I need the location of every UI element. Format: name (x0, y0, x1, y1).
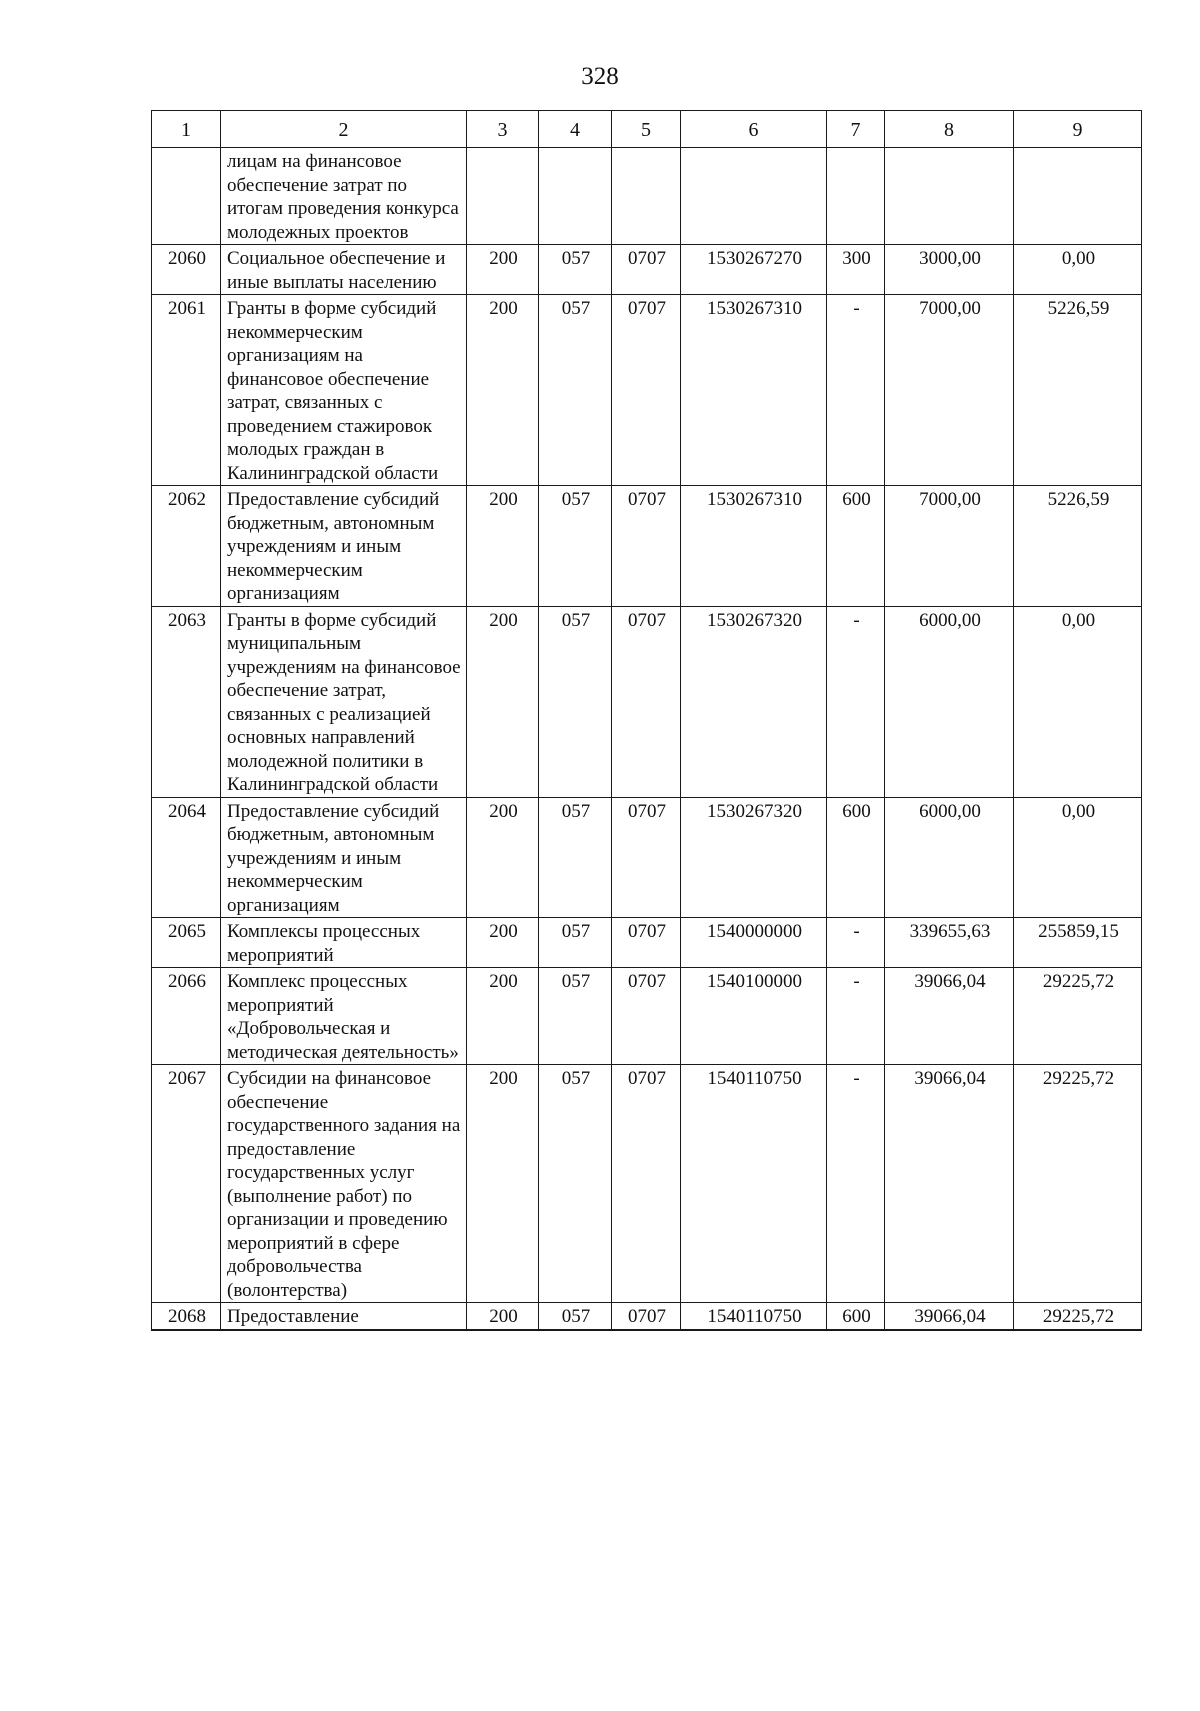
table-row (152, 797, 1142, 918)
cell-col8: 39066,04 (885, 1065, 1014, 1303)
cell-col7: 300 (827, 245, 885, 295)
cell-col7: - (827, 606, 885, 797)
row-number: 2066 (152, 968, 221, 1065)
cell-col9: 5226,59 (1014, 486, 1142, 607)
cell-col5: 0707 (612, 797, 681, 918)
row-number: 2064 (152, 797, 221, 918)
cell-col9 (1014, 148, 1142, 245)
cell-col5: 0707 (612, 918, 681, 968)
cell-col3: 200 (467, 486, 539, 607)
row-name: Предоставление субсидий бюджетным, автономным учреждениям и иным некоммерческим организациям (221, 486, 467, 607)
cell-col4: 057 (539, 1065, 612, 1303)
cell-col6: 1530267320 (681, 606, 827, 797)
cell-col7: 600 (827, 1303, 885, 1330)
cell-col9: 0,00 (1014, 606, 1142, 797)
row-name: Комплекс процессных мероприятий «Добровольческая и методическая деятельность» (221, 968, 467, 1065)
cell-col4: 057 (539, 295, 612, 486)
cell-col6: 1540100000 (681, 968, 827, 1065)
budget-table (151, 110, 1142, 1331)
column-header-4: 4 (539, 111, 612, 148)
cell-col3: 200 (467, 968, 539, 1065)
column-header-8: 8 (885, 111, 1014, 148)
cell-col6: 1540000000 (681, 918, 827, 968)
cell-col9: 29225,72 (1014, 1065, 1142, 1303)
row-number: 2068 (152, 1303, 221, 1330)
cell-col3: 200 (467, 606, 539, 797)
table-row (152, 918, 1142, 968)
cell-col7: - (827, 1065, 885, 1303)
cell-col7: - (827, 918, 885, 968)
column-header-3: 3 (467, 111, 539, 148)
cell-col8: 6000,00 (885, 797, 1014, 918)
cell-col8: 39066,04 (885, 968, 1014, 1065)
cell-col6: 1530267310 (681, 486, 827, 607)
cell-col9: 5226,59 (1014, 295, 1142, 486)
cell-col5: 0707 (612, 968, 681, 1065)
cell-col6: 1530267320 (681, 797, 827, 918)
cell-col4 (539, 148, 612, 245)
cell-col4: 057 (539, 797, 612, 918)
row-number: 2062 (152, 486, 221, 607)
table-row (152, 1303, 1142, 1330)
cell-col6: 1540110750 (681, 1065, 827, 1303)
table-row (152, 295, 1142, 486)
table-row (152, 245, 1142, 295)
cell-col7 (827, 148, 885, 245)
cell-col9: 29225,72 (1014, 968, 1142, 1065)
cell-col8: 7000,00 (885, 295, 1014, 486)
cell-col6 (681, 148, 827, 245)
cell-col3: 200 (467, 245, 539, 295)
cell-col9: 255859,15 (1014, 918, 1142, 968)
column-header-9: 9 (1014, 111, 1142, 148)
cell-col4: 057 (539, 1303, 612, 1330)
cell-col8: 39066,04 (885, 1303, 1014, 1330)
cell-col9: 0,00 (1014, 245, 1142, 295)
cell-col5: 0707 (612, 1303, 681, 1330)
cell-col5: 0707 (612, 245, 681, 295)
cell-col7: - (827, 968, 885, 1065)
cell-col6: 1530267310 (681, 295, 827, 486)
row-name: Гранты в форме субсидий муниципальным учреждениям на финансовое обеспечение затрат, связанных с реализацией основных направлений молодежной политики в Калининградской области (221, 606, 467, 797)
row-name: лицам на финансовое обеспечение затрат по итогам проведения конкурса молодежных проектов (221, 148, 467, 245)
cell-col8: 7000,00 (885, 486, 1014, 607)
header-row (152, 111, 1142, 148)
cell-col3: 200 (467, 797, 539, 918)
cell-col5: 0707 (612, 295, 681, 486)
column-header-2: 2 (221, 111, 467, 148)
cell-col7: - (827, 295, 885, 486)
cell-col8: 339655,63 (885, 918, 1014, 968)
cell-col3 (467, 148, 539, 245)
row-name: Социальное обеспечение и иные выплаты населению (221, 245, 467, 295)
cell-col5: 0707 (612, 486, 681, 607)
row-number: 2065 (152, 918, 221, 968)
row-name: Предоставление субсидий бюджетным, автономным учреждениям и иным некоммерческим организациям (221, 797, 467, 918)
column-header-6: 6 (681, 111, 827, 148)
cell-col3: 200 (467, 918, 539, 968)
table-row (152, 148, 1142, 245)
cell-col7: 600 (827, 486, 885, 607)
column-header-7: 7 (827, 111, 885, 148)
row-name: Комплексы процессных мероприятий (221, 918, 467, 968)
cell-col8 (885, 148, 1014, 245)
cell-col4: 057 (539, 245, 612, 295)
row-number (152, 148, 221, 245)
table-row (152, 1065, 1142, 1303)
cell-col4: 057 (539, 606, 612, 797)
row-number: 2067 (152, 1065, 221, 1303)
table-row (152, 486, 1142, 607)
cell-col5 (612, 148, 681, 245)
cell-col3: 200 (467, 1065, 539, 1303)
row-name: Субсидии на финансовое обеспечение государственного задания на предоставление государственных услуг (выполнение работ) по организации и проведению мероприятий в сфере добровольчества (волонтерства) (221, 1065, 467, 1303)
cell-col7: 600 (827, 797, 885, 918)
cell-col9: 29225,72 (1014, 1303, 1142, 1330)
column-header-5: 5 (612, 111, 681, 148)
cell-col5: 0707 (612, 606, 681, 797)
table-row (152, 968, 1142, 1065)
row-number: 2060 (152, 245, 221, 295)
row-name: Предоставление (221, 1303, 467, 1330)
row-number: 2063 (152, 606, 221, 797)
cell-col9: 0,00 (1014, 797, 1142, 918)
column-header-1: 1 (152, 111, 221, 148)
cell-col3: 200 (467, 295, 539, 486)
cell-col3: 200 (467, 1303, 539, 1330)
cell-col5: 0707 (612, 1065, 681, 1303)
cell-col8: 6000,00 (885, 606, 1014, 797)
cell-col4: 057 (539, 486, 612, 607)
row-name: Гранты в форме субсидий некоммерческим организациям на финансовое обеспечение затрат, связанных с проведением стажировок молодых граждан в Калининградской области (221, 295, 467, 486)
table-row (152, 606, 1142, 797)
cell-col6: 1540110750 (681, 1303, 827, 1330)
cell-col8: 3000,00 (885, 245, 1014, 295)
cell-col6: 1530267270 (681, 245, 827, 295)
cell-col4: 057 (539, 918, 612, 968)
row-number: 2061 (152, 295, 221, 486)
page-number: 328 (581, 63, 619, 90)
cell-col4: 057 (539, 968, 612, 1065)
